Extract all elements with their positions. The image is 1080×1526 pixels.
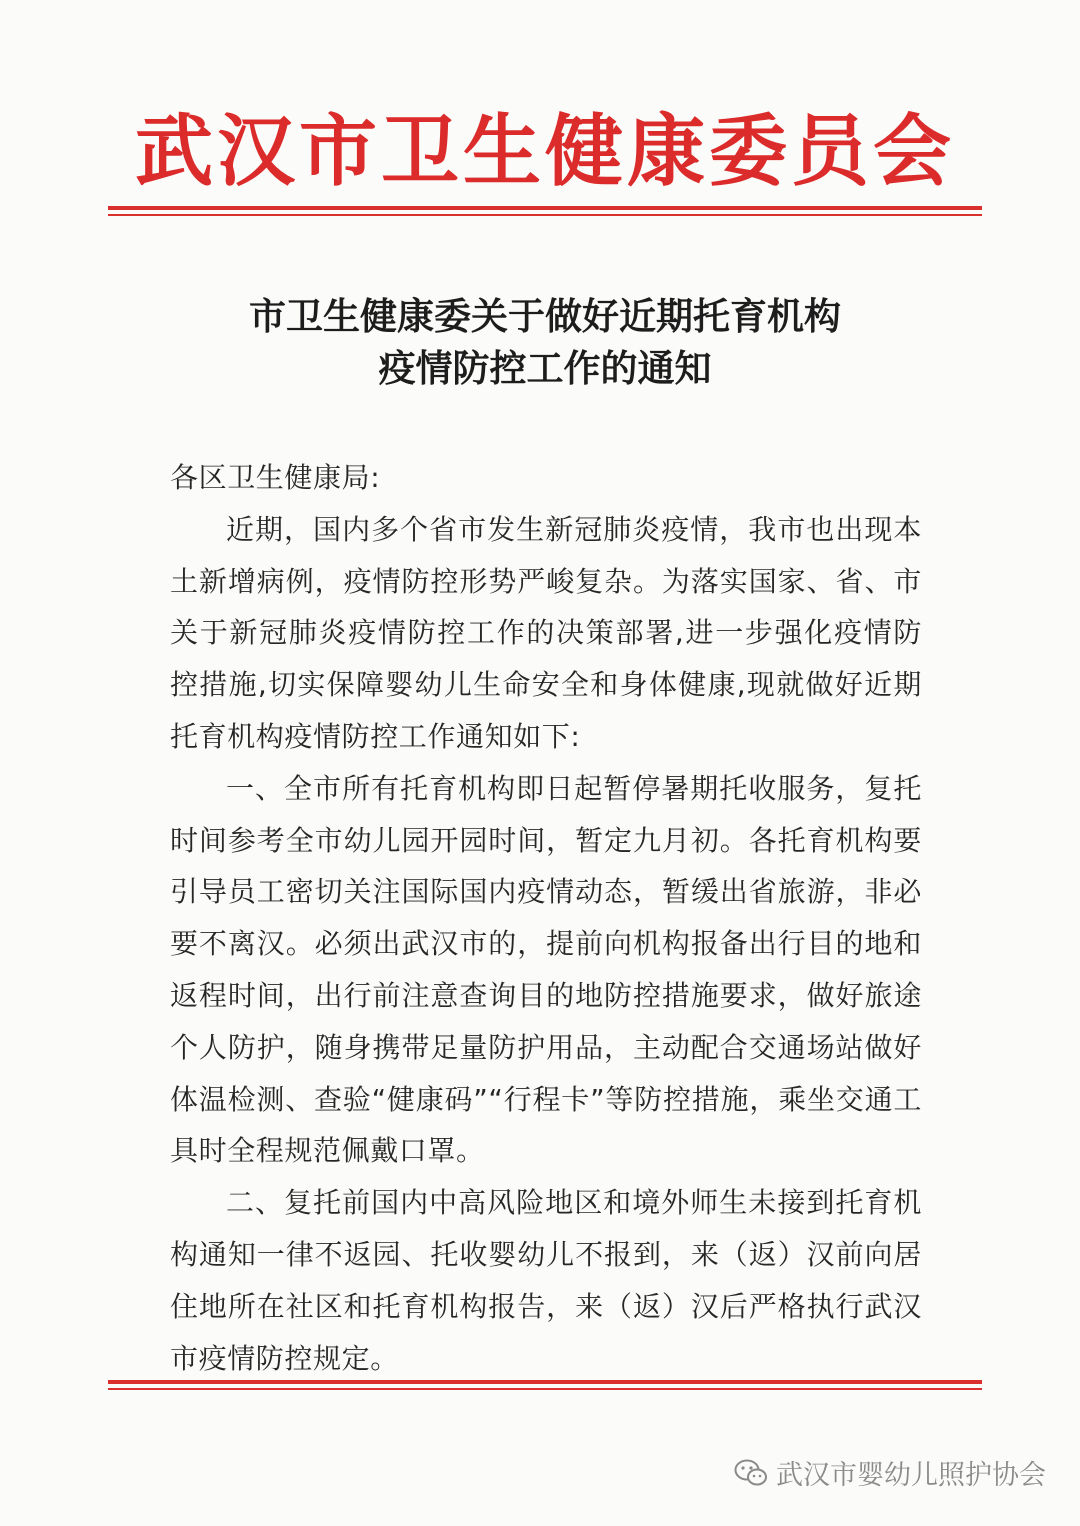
footer-red-rule [108, 1380, 982, 1390]
salutation: 各区卫生健康局: [170, 461, 381, 494]
letterhead-org-name: 武汉市卫生健康委员会 [134, 107, 955, 197]
body-paragraph-item-1: 一、全市所有托育机构即日起暂停暑期托收服务，复托时间参考全市幼儿园开园时间，暂定九月初。各托育机构要引导员工密切关注国际国内疫情动态，暂缓出省旅游，非必要不离汉。必须出武汉市的，提前向机构报备出行目的地和返程时间，出行前注意查询目的地防控措施要求，做好旅途个人防护，随身携带足量防护用品，主动配合交通场站做好体温检测、查验“健康码”“行程卡”等防控措施，乘坐交通工具时全程规范佩戴口罩。 [170, 771, 922, 1168]
body-paragraph-intro: 近期，国内多个省市发生新冠肺炎疫情，我市也出现本土新增病例，疫情防控形势严峻复杂。为落实国家、省、市关于新冠肺炎疫情防控工作的决策部署,进一步强化疫情防控措施,切实保障婴幼儿生命安全和身体健康,现就做好近期托育机构疫情防控工作通知如下: [170, 512, 922, 753]
document-title-line-2: 疫情防控工作的通知 [378, 346, 712, 390]
watermark-text: 武汉市婴幼儿照护协会 [776, 1460, 1046, 1491]
letterhead-red-rule [108, 206, 982, 216]
document-title [120, 290, 970, 394]
document-title-line-1: 市卫生健康委关于做好近期托育机构 [249, 294, 841, 338]
watermark [734, 1453, 1046, 1492]
document-body [170, 452, 922, 1384]
wechat-icon [734, 1458, 768, 1488]
body-paragraph-item-2: 二、复托前国内中高风险地区和境外师生未接到托育机构通知一律不返园、托收婴幼儿不报到，来（返）汉前向居住地所在社区和托育机构报告，来（返）汉后严格执行武汉市疫情防控规定。 [170, 1186, 922, 1375]
